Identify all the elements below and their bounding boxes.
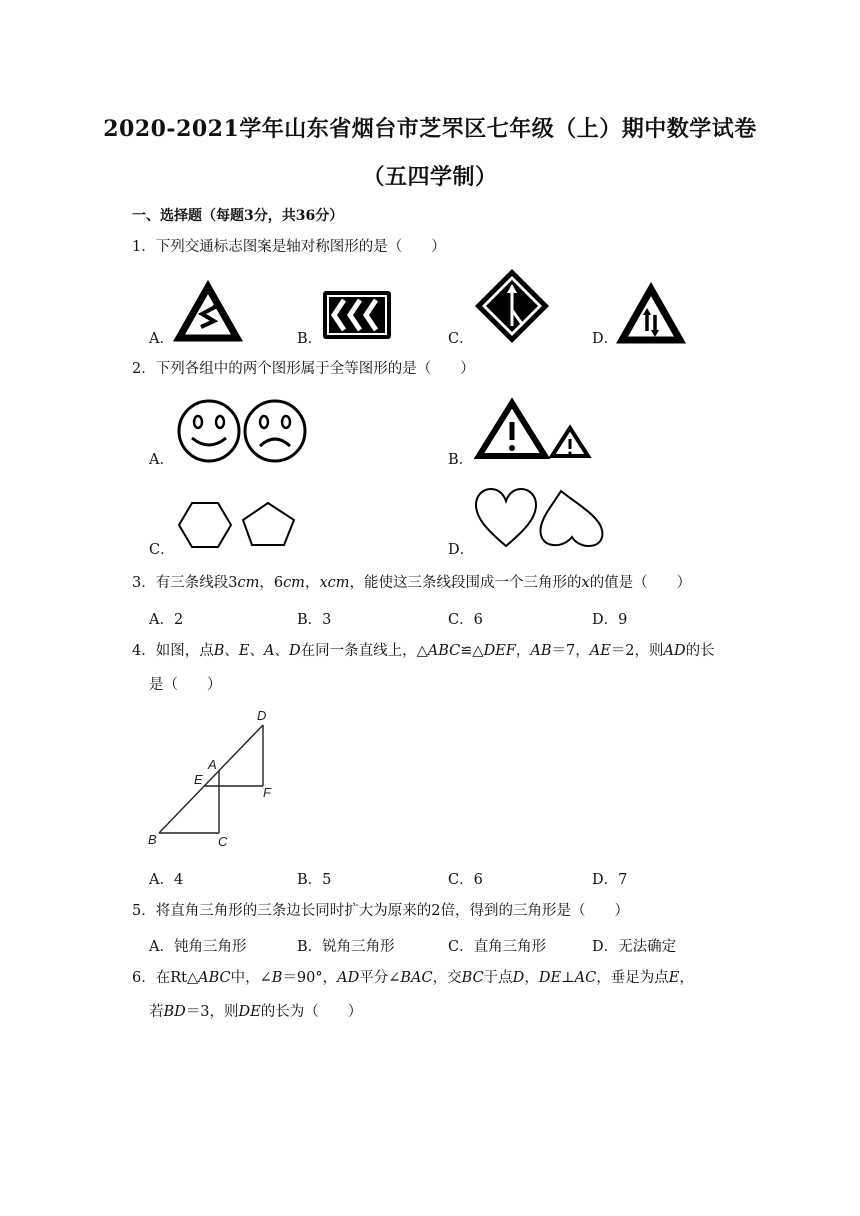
question-3-stem: 3．有三条线段3cm，6cm，xcm，能使这三条线段围成一个三角形的x的值是（ ）	[132, 575, 692, 591]
q1-option-d-label: D．	[592, 331, 619, 347]
hexagon-pentagon-icon	[176, 500, 298, 550]
q1-option-b-label: B．	[297, 331, 323, 347]
question-4-stem-line2: 是（ ）	[149, 677, 222, 693]
hearts-icon	[473, 486, 607, 552]
chevron-sign-icon	[322, 290, 392, 340]
q4-option-d: D．7	[592, 872, 628, 888]
q4-option-a: A．4	[149, 872, 184, 888]
q3-option-a: A．2	[149, 612, 184, 628]
label-a: A	[208, 757, 217, 772]
section-header: 一、选择题（每题3分，共36分）	[132, 208, 344, 224]
q5-option-d: D．无法确定	[592, 939, 677, 955]
question-1-stem: 1．下列交通标志图案是轴对称图形的是（ ）	[132, 239, 446, 255]
two-way-traffic-sign-icon	[618, 285, 684, 343]
page-subtitle: （五四学制）	[362, 164, 498, 190]
q5-option-a: A．钝角三角形	[149, 939, 247, 955]
q2-option-b-label: B．	[448, 452, 474, 468]
label-b: B	[148, 832, 157, 847]
q3-option-b: B．3	[297, 612, 332, 628]
q2-option-a-label: A．	[149, 452, 174, 468]
label-c: C	[218, 834, 228, 849]
q4-option-c: C．6	[448, 872, 483, 888]
merge-road-sign-icon	[474, 268, 550, 344]
question-2-stem: 2．下列各组中的两个图形属于全等图形的是（ ）	[132, 361, 475, 377]
warning-triangles-icon	[476, 398, 592, 460]
q5-option-b: B．锐角三角形	[297, 939, 395, 955]
q5-option-c: C．直角三角形	[448, 939, 547, 955]
smiley-faces-icon	[176, 398, 308, 464]
q3-option-c: C．6	[448, 612, 483, 628]
q3-option-d: D．9	[592, 612, 628, 628]
zigzag-road-sign-icon	[175, 283, 241, 341]
label-f: F	[263, 785, 271, 800]
page-title: 2020-2021学年山东省烟台市芝罘区七年级（上）期中数学试卷	[103, 116, 757, 142]
triangle-figure	[140, 700, 290, 860]
question-6-stem-line2: 若BD＝3，则DE的长为（ ）	[149, 1004, 363, 1020]
label-e: E	[194, 772, 203, 787]
question-4-stem: 4．如图，点B、E、A、D在同一条直线上，△ABC≌△DEF，AB＝7，AE＝2，则AD的长	[132, 643, 715, 659]
q1-option-c-label: C．	[448, 331, 474, 347]
question-6-stem: 6．在Rt△ABC中，∠B＝90°，AD平分∠BAC，交BC于点D，DE⊥AC，垂足为点E，	[132, 970, 694, 986]
q1-option-a-label: A．	[149, 331, 174, 347]
q4-option-b: B．5	[297, 872, 332, 888]
question-5-stem: 5．将直角三角形的三条边长同时扩大为原来的2倍，得到的三角形是（ ）	[132, 903, 629, 919]
q2-option-c-label: C．	[149, 542, 175, 558]
q2-option-d-label: D．	[448, 542, 475, 558]
label-d: D	[257, 708, 267, 723]
